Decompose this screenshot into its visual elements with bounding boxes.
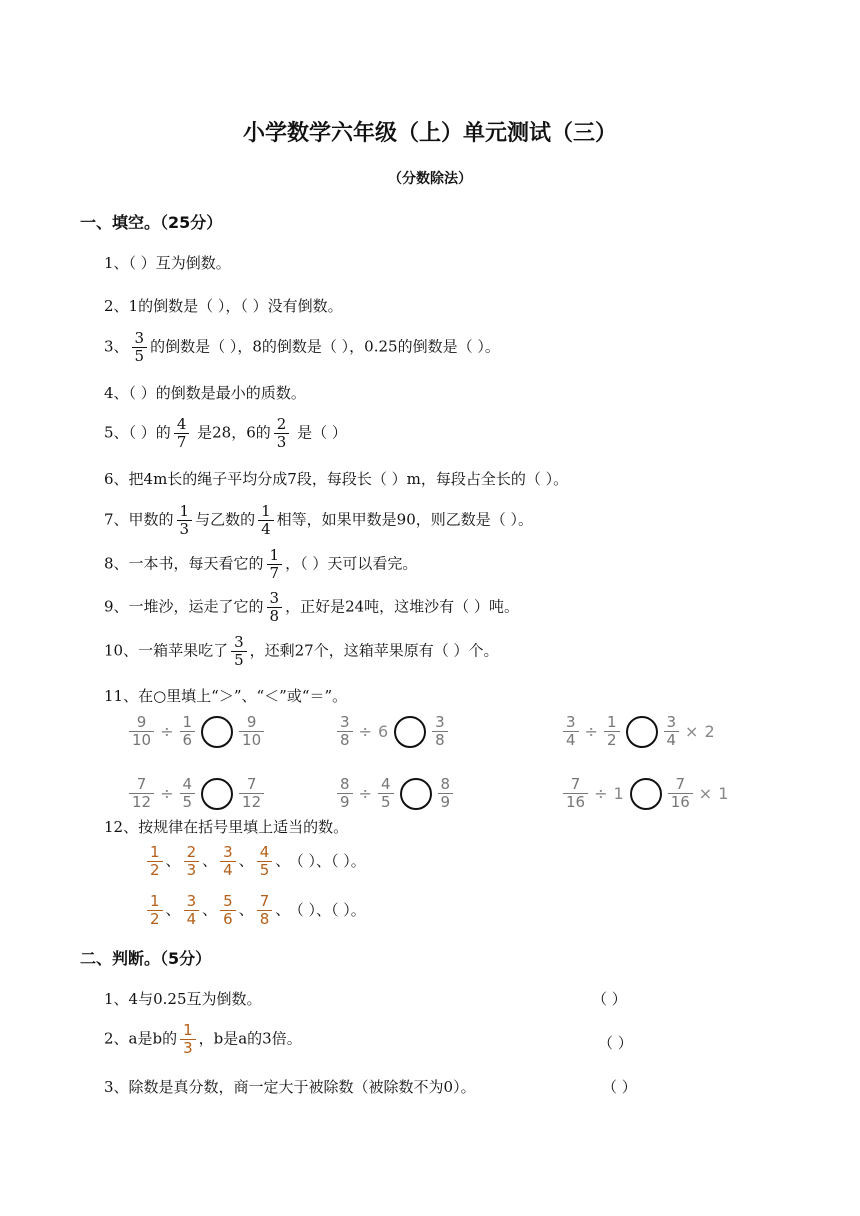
fraction [147,893,163,928]
judge-answer-paren[interactable]: （ ） [602,1078,637,1096]
denominator: 10 [239,731,264,749]
numerator: 1 [150,892,160,910]
separator: 、 [238,900,254,919]
fraction [257,844,273,879]
multiplier-number: 1 [718,784,729,803]
page-subtitle: （分数除法） [388,171,472,187]
answer-blanks: （ ）、（ ）。 [296,851,366,870]
denominator: 4 [563,731,579,749]
denominator: 8 [432,731,448,749]
numerator: 1 [606,713,617,731]
fraction [132,330,148,365]
denominator: 9 [337,793,353,811]
question-text: 是28，6的 [192,423,271,442]
multiply-sign: × [685,722,699,741]
fraction [438,776,454,811]
denominator: 5 [231,651,247,669]
question-text: 的倒数是（ ），8的倒数是（ ），0.25的倒数是（ ）。 [150,337,500,356]
numerator: 1 [182,713,193,731]
judge-answer-paren[interactable]: （ ） [598,1034,633,1052]
denominator: 4 [220,861,236,879]
denominator: 4 [664,731,680,749]
denominator: 5 [132,347,148,365]
section-heading-fill-blank: 一、填空。（25分） [80,213,223,232]
denominator: 2 [147,910,163,928]
judge-question-1: 1、4与0.25互为倒数。 [104,990,262,1008]
question-11: 11、在○里填上“＞”、“＜”或“＝”。 [104,687,348,705]
multiplier-number: 2 [704,722,715,741]
question-text: ，b是a的3倍。 [198,1029,302,1048]
judge-question-2 [104,1022,302,1057]
numerator: 3 [566,713,576,731]
question-12: 12、按规律在括号里填上适当的数。 [104,818,349,836]
answer-circle[interactable] [394,716,426,748]
answer-blanks: （ ）、（ ）。 [296,900,366,919]
numerator: 1 [179,502,190,520]
numerator: 7 [675,775,685,793]
fraction [432,714,448,749]
question-text: 2、a是b的 [104,1029,178,1048]
question-text: 是（ ） [292,423,347,442]
question-text: ，正好是24吨，这堆沙有（ ）吨。 [285,597,519,616]
question-text: ，还剩27个，这箱苹果原有（ ）个。 [249,641,499,660]
separator: 、 [202,900,218,919]
page-title: 小学数学六年级（上）单元测试（三） [242,121,617,146]
divide-sign: ÷ [160,722,174,741]
judge-answer-paren[interactable]: （ ） [592,990,627,1008]
numerator: 4 [380,775,391,793]
fraction [563,714,579,749]
divide-sign: ÷ [584,722,598,741]
denominator: 8 [257,910,273,928]
question-2: 2、1的倒数是（ ），（ ）没有倒数。 [104,297,343,315]
denominator: 7 [267,564,283,582]
sequence-row-1 [144,844,366,879]
fraction [180,1022,196,1057]
fraction [267,590,283,625]
sequence-row-2 [144,893,366,928]
fraction [180,776,196,811]
fraction [668,776,693,811]
numerator: 2 [276,415,287,433]
denominator: 3 [184,861,200,879]
question-text: 5、（ ）的 [104,423,171,442]
answer-circle[interactable] [630,778,662,810]
question-9 [104,590,519,625]
question-text: 相等，如果甲数是90，则乙数是（ ）。 [276,510,534,529]
numerator: 7 [259,892,270,910]
question-text: 7、甲数的 [104,510,174,529]
denominator: 2 [147,861,163,879]
numerator: 7 [246,775,257,793]
section-heading-true-false: 二、判断。（5分） [80,949,212,968]
numerator: 4 [182,775,193,793]
question-text: 10、一箱苹果吃了 [104,641,229,660]
denominator: 6 [180,731,196,749]
numerator: 3 [340,713,350,731]
numerator: 3 [666,713,677,731]
comparison-item [334,776,456,811]
numerator: 8 [340,775,350,793]
question-text: 8、一本书，每天看它的 [104,554,264,573]
denominator: 4 [258,520,274,538]
fraction [177,503,193,538]
denominator: 5 [180,793,196,811]
denominator: 16 [563,793,588,811]
fraction [147,844,163,879]
question-10 [104,634,499,669]
numerator: 7 [136,775,147,793]
question-1: 1、（ ）互为倒数。 [104,254,231,272]
fraction [337,776,353,811]
separator: 、 [275,851,291,870]
fraction [129,714,154,749]
numerator: 3 [435,713,445,731]
separator: 、 [202,851,218,870]
numerator: 3 [223,843,233,861]
numerator: 3 [134,329,145,347]
question-text: ，（ ）天可以看完。 [285,554,418,573]
divide-sign: ÷ [594,784,608,803]
numerator: 4 [259,843,270,861]
divide-sign: ÷ [160,784,174,803]
numerator: 7 [570,775,581,793]
denominator: 3 [177,520,193,538]
fraction [239,776,264,811]
fraction [563,776,588,811]
numerator: 4 [176,415,187,433]
denominator: 5 [257,861,273,879]
numerator: 1 [183,1021,193,1039]
fraction [664,714,680,749]
answer-circle[interactable] [626,716,658,748]
answer-circle[interactable] [201,778,233,810]
comparison-item [126,714,267,749]
divide-sign: ÷ [358,784,372,803]
separator: 、 [165,851,181,870]
answer-circle[interactable] [201,716,233,748]
denominator: 12 [239,793,264,811]
numerator: 2 [186,843,197,861]
question-prefix: 3、 [104,337,129,356]
question-8 [104,547,417,582]
judge-question-3: 3、除数是真分数，商一定大于被除数（被除数不为0）。 [104,1078,476,1096]
fraction [337,714,353,749]
denominator: 3 [180,1039,196,1057]
denominator: 7 [174,433,190,451]
denominator: 12 [129,793,154,811]
comparison-item [334,714,451,749]
divisor-number: 1 [613,784,624,803]
denominator: 6 [220,910,236,928]
numerator: 3 [234,633,244,651]
denominator: 4 [184,910,200,928]
denominator: 5 [378,793,394,811]
question-6: 6、把4m长的绳子平均分成7段，每段长（ ）m，每段占全长的（ ）。 [104,470,569,488]
comparison-item [560,714,718,749]
divisor-number: 6 [377,722,389,741]
numerator: 8 [440,775,451,793]
fraction [257,893,273,928]
numerator: 9 [136,713,147,731]
fraction [184,844,200,879]
fraction [174,416,190,451]
separator: 、 [275,900,291,919]
denominator: 10 [129,731,154,749]
divide-sign: ÷ [358,722,372,741]
answer-circle[interactable] [400,778,432,810]
fraction [258,503,274,538]
question-text: 9、一堆沙，运走了它的 [104,597,264,616]
fraction [231,634,247,669]
numerator: 1 [261,502,271,520]
question-5 [104,416,347,451]
fraction [220,893,236,928]
numerator: 3 [269,589,280,607]
fraction [378,776,394,811]
question-text: 与乙数的 [195,510,256,529]
comparison-item [560,776,731,811]
fraction [274,416,290,451]
question-4: 4、（ ）的倒数是最小的质数。 [104,384,306,402]
question-3 [104,330,500,365]
numerator: 1 [269,546,280,564]
fraction [220,844,236,879]
denominator: 2 [604,731,620,749]
denominator: 9 [438,793,454,811]
denominator: 16 [668,793,693,811]
fraction [184,893,200,928]
fraction [239,714,264,749]
fraction [267,547,283,582]
fraction [129,776,154,811]
separator: 、 [238,851,254,870]
multiply-sign: × [698,784,713,803]
comparison-item [126,776,267,811]
numerator: 3 [186,892,197,910]
fraction [180,714,196,749]
denominator: 8 [267,607,283,625]
fraction [604,714,620,749]
numerator: 5 [223,892,233,910]
denominator: 3 [274,433,290,451]
denominator: 8 [337,731,353,749]
numerator: 9 [246,713,257,731]
question-7 [104,503,533,538]
numerator: 1 [150,843,160,861]
separator: 、 [165,900,181,919]
